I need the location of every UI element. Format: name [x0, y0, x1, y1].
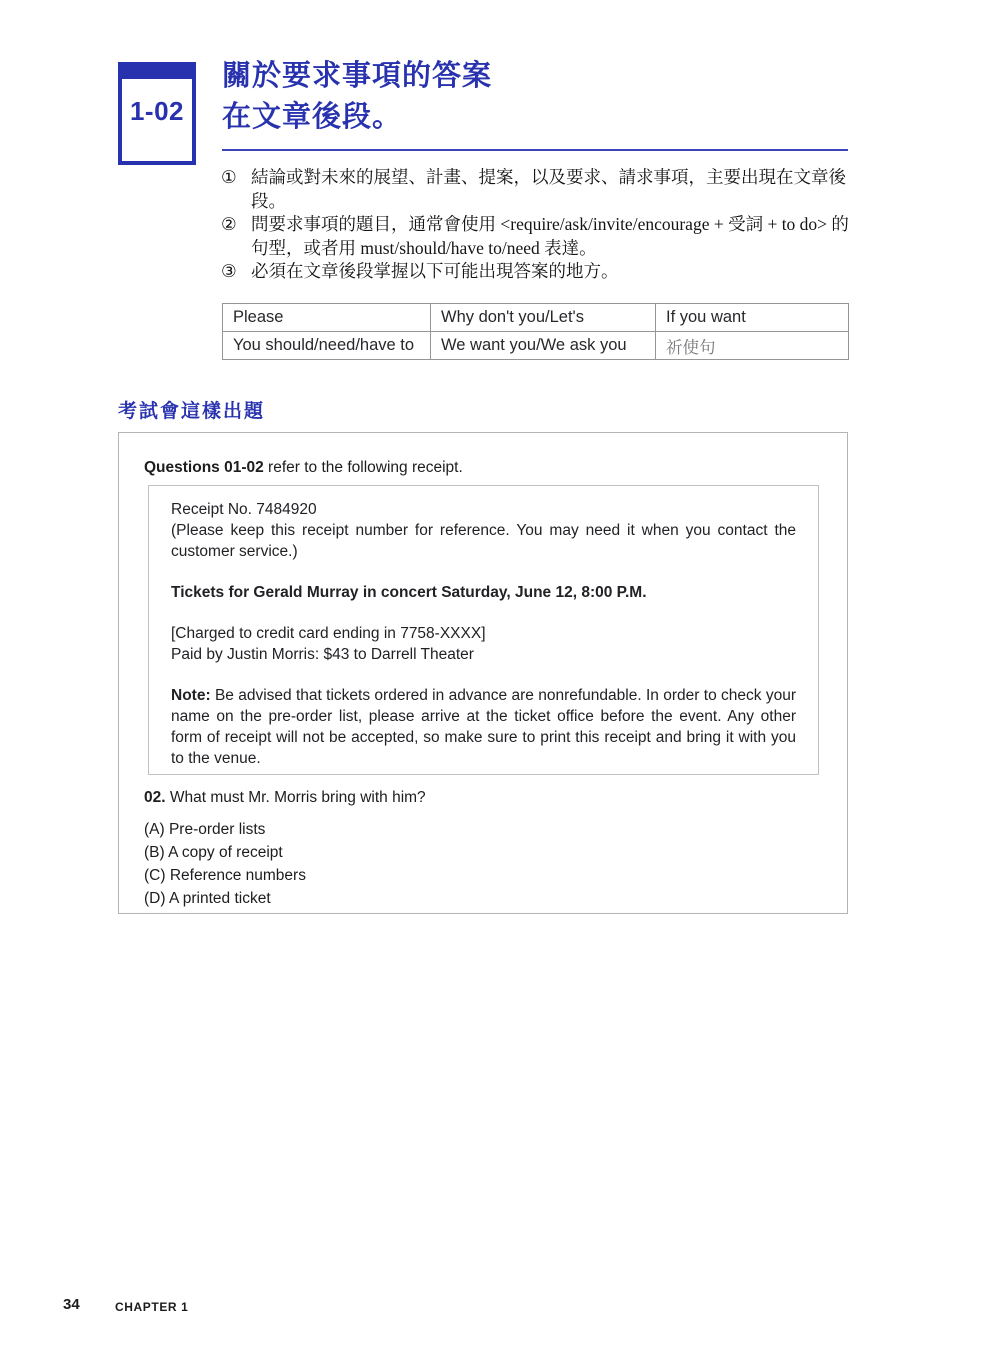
lesson-number: 1-02	[129, 96, 185, 126]
exercise-intro-question-range: Questions 01-02	[144, 459, 264, 476]
list-item	[221, 213, 855, 260]
section-heading: 考試會這樣出題	[118, 401, 266, 422]
badge-top-bar	[122, 66, 192, 79]
exercise-intro	[144, 459, 463, 477]
page-title-line2: 在文章後段。	[222, 101, 403, 133]
list-item	[221, 166, 855, 213]
exercise-intro-text: refer to the following receipt.	[263, 459, 463, 476]
receipt-paid-line: Paid by Justin Morris: $43 to Darrell Theater	[171, 646, 474, 663]
question-block	[144, 786, 426, 910]
list-item-number: ①	[221, 167, 237, 187]
table-cell: We want you/We ask you	[431, 332, 656, 360]
receipt-charged-line: [Charged to credit card ending in 7758-XXXX]	[171, 625, 486, 642]
title-divider	[222, 149, 848, 151]
table-cell: If you want	[656, 304, 849, 332]
receipt-tickets-line: Tickets for Gerald Murray in concert Saturday, June 12, 8:00 P.M.	[171, 584, 647, 601]
table-cell: Please	[223, 304, 431, 332]
list-item-text: 結論或對未來的展望、計畫、提案，以及要求、請求事項，主要出現在文章後段。	[251, 167, 846, 211]
question-number: 02.	[144, 789, 166, 806]
receipt-note-label: Note:	[171, 687, 211, 704]
question-text: What must Mr. Morris bring with him?	[165, 789, 426, 806]
answer-option-c: (C) Reference numbers	[144, 867, 306, 884]
question-02	[144, 786, 426, 809]
answer-option-b: (B) A copy of receipt	[144, 844, 283, 861]
table-row	[223, 332, 849, 360]
list-item-text: 問要求事項的題目，通常會使用 <require/ask/invite/encourage + 受詞 + to do> 的句型，或者用 must/should/have to/need 表達。	[251, 214, 849, 258]
receipt-number-line: Receipt No. 7484920	[171, 501, 317, 518]
receipt-note	[171, 685, 796, 769]
page-title	[222, 56, 492, 138]
list-item-text: 必須在文章後段掌握以下可能出現答案的地方。	[251, 261, 619, 281]
page-title-line1: 關於要求事項的答案	[222, 60, 493, 92]
answer-option-d: (D) A printed ticket	[144, 890, 271, 907]
answer-patterns-table	[222, 303, 849, 360]
receipt-keep-note: (Please keep this receipt number for reference. You may need it when you contact the customer service.)	[171, 522, 796, 560]
key-points-list	[221, 166, 855, 284]
answer-option-a: (A) Pre-order lists	[144, 821, 266, 838]
lesson-number-badge	[118, 62, 196, 165]
table-cell: You should/need/have to	[223, 332, 431, 360]
list-item-number: ②	[221, 214, 237, 234]
receipt-note-text: Be advised that tickets ordered in advance are nonrefundable. In order to check your name on the pre-order list, please arrive at the ticket office before the event. Any other form of receipt will not be accepted, so make sure to print this receipt and bring it with you to the venue.	[171, 687, 796, 767]
receipt-passage	[148, 485, 819, 775]
chapter-label: CHAPTER 1	[115, 1300, 189, 1314]
table-cell: Why don't you/Let's	[431, 304, 656, 332]
exercise-box	[118, 432, 848, 914]
list-item	[221, 260, 855, 284]
list-item-number: ③	[221, 261, 237, 281]
table-cell: 祈使句	[656, 332, 849, 360]
table-row	[223, 304, 849, 332]
page-number: 34	[63, 1296, 80, 1313]
